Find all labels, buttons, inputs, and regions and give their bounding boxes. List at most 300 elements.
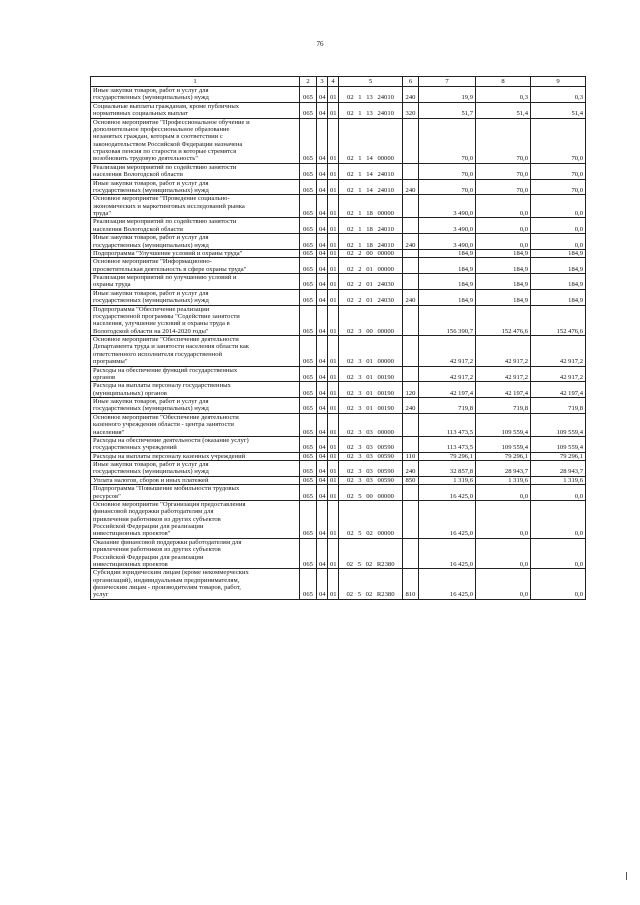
description-line: Российской Федерации для реализации [93,553,204,561]
ministry-code-cell: 065 [300,476,317,484]
description-line: Основное мероприятие "Профессиональное обучение и [93,118,250,126]
header-cell: 2 [300,77,317,87]
description-line: привлечения работников из других субъектов [93,546,221,554]
description-line: страховая пенсия по старости и которые стремятся [93,148,237,155]
row-description [91,218,300,234]
subsection-code-cell: 01 [328,163,339,179]
subsection-code-cell: 01 [328,476,339,484]
ministry-code-cell: 065 [300,452,317,460]
description-line: населения" [93,428,125,436]
amount-year3-cell: 79 296,1 [531,452,586,460]
description-line: Расходы на обеспечение деятельности (оказание услуг) [93,436,249,444]
section-code-cell: 04 [317,476,328,484]
amount-year2-cell: 0,0 [476,485,531,501]
subsection-code-cell: 01 [328,234,339,250]
table-row [91,274,586,290]
description-line: Основное мероприятие "Информационно- [93,258,212,266]
amount-year2-cell: 152 476,6 [476,305,531,336]
description-line: Департамента труда и занятости населения области как [93,343,249,351]
amount-year3-cell: 109 559,4 [531,413,586,436]
amount-year1-cell: 16 425,0 [419,538,476,569]
amount-year1-cell: 184,9 [419,289,476,305]
row-description [91,476,300,484]
section-code-cell: 04 [317,289,328,305]
subsection-code-cell: 01 [328,258,339,274]
description-line: Иные закупки товаров, работ и услуг для [93,398,209,405]
section-code-cell: 04 [317,218,328,234]
ministry-code-cell: 065 [300,382,317,398]
target-article-cell: 02 3 01 00190 [339,366,403,382]
description-line: Реализация мероприятий по содействию занятости [93,218,237,226]
row-description [91,258,300,274]
target-article-cell: 02 3 03 00590 [339,476,403,484]
header-cell: 8 [476,77,531,87]
expense-type-cell [403,218,419,234]
description-line: Реализация мероприятий по улучшению условий и [93,274,237,281]
amount-year2-cell: 70,0 [476,179,531,195]
description-line: ресурсов" [93,492,121,500]
description-line: дополнительное профессиональное образование [93,125,230,133]
expense-type-cell: 240 [403,179,419,195]
description-line: Расходы на выплаты персоналу казенных учреждений [93,452,246,460]
amount-year3-cell: 0,0 [531,485,586,501]
amount-year3-cell: 42 917,2 [531,366,586,382]
ministry-code-cell: 065 [300,336,317,367]
row-description [91,413,300,436]
description-line: Оказание финансовой поддержки работодателям для [93,538,242,546]
amount-year1-cell: 184,9 [419,274,476,290]
amount-year1-cell: 719,8 [419,398,476,414]
target-article-cell: 02 3 01 00190 [339,382,403,398]
section-code-cell: 04 [317,249,328,257]
row-description [91,366,300,382]
subsection-code-cell: 01 [328,398,339,414]
amount-year3-cell: 0,0 [531,218,586,234]
section-code-cell: 04 [317,569,328,600]
amount-year2-cell: 0,0 [476,195,531,218]
amount-year3-cell: 184,9 [531,258,586,274]
amount-year2-cell: 79 296,1 [476,452,531,460]
description-line: финансовой поддержки работодателям для [93,508,214,516]
amount-year3-cell: 109 559,4 [531,436,586,452]
description-line: инвестиционных проектов" [93,530,171,538]
ministry-code-cell: 065 [300,366,317,382]
amount-year2-cell: 70,0 [476,163,531,179]
amount-year2-cell: 0,0 [476,218,531,234]
expense-type-cell [403,163,419,179]
amount-year2-cell: 0,0 [476,234,531,250]
section-code-cell: 04 [317,366,328,382]
section-code-cell: 04 [317,305,328,336]
amount-year2-cell: 0,0 [476,538,531,569]
expense-type-cell [403,366,419,382]
description-line: Основное мероприятие "Обеспечение деятельности [93,413,239,421]
header-cell: 3 [317,77,328,87]
target-article-cell: 02 2 01 24030 [339,274,403,290]
expense-type-cell: 320 [403,102,419,118]
description-line: Иные закупки товаров, работ и услуг для [93,461,209,468]
table-row [91,102,586,118]
amount-year3-cell: 1 319,6 [531,476,586,484]
expense-type-cell [403,500,419,538]
amount-year1-cell: 3 490,0 [419,234,476,250]
header-cell: 5 [339,77,403,87]
amount-year1-cell: 70,0 [419,163,476,179]
row-description [91,461,300,477]
amount-year1-cell: 51,7 [419,102,476,118]
table-row [91,218,586,234]
description-line: услуг [93,591,109,599]
expense-type-cell [403,413,419,436]
amount-year3-cell: 0,0 [531,569,586,600]
ministry-code-cell: 065 [300,436,317,452]
description-line: органов [93,373,116,381]
ministry-code-cell: 065 [300,538,317,569]
row-description [91,249,300,257]
description-line: (муниципальных) органов [93,389,167,397]
description-line: Реализация мероприятий по содействию занятости [93,163,237,171]
amount-year2-cell: 1 319,6 [476,476,531,484]
amount-year1-cell: 42 917,2 [419,366,476,382]
ministry-code-cell: 065 [300,163,317,179]
description-line: Основное мероприятие "Обеспечение деятельности [93,336,239,343]
target-article-cell: 02 1 14 00000 [339,118,403,163]
subsection-code-cell: 01 [328,452,339,460]
section-code-cell: 04 [317,336,328,367]
table-row [91,249,586,257]
section-code-cell: 04 [317,274,328,290]
section-code-cell: 04 [317,87,328,103]
expense-type-cell: 850 [403,476,419,484]
subsection-code-cell: 01 [328,569,339,600]
subsection-code-cell: 01 [328,305,339,336]
amount-year2-cell: 184,9 [476,258,531,274]
ministry-code-cell: 065 [300,258,317,274]
table-row [91,336,586,367]
table-row [91,87,586,103]
ministry-code-cell: 065 [300,118,317,163]
section-code-cell: 04 [317,382,328,398]
expense-type-cell [403,118,419,163]
ministry-code-cell: 065 [300,234,317,250]
description-line: Иные закупки товаров, работ и услуг для [93,87,209,94]
target-article-cell: 02 1 14 24010 [339,163,403,179]
target-article-cell: 02 1 18 24010 [339,234,403,250]
section-code-cell: 04 [317,258,328,274]
subsection-code-cell: 01 [328,413,339,436]
row-description [91,569,300,600]
amount-year3-cell: 51,4 [531,102,586,118]
subsection-code-cell: 01 [328,179,339,195]
target-article-cell: 02 5 02 R2380 [339,569,403,600]
row-description [91,485,300,501]
amount-year3-cell: 70,0 [531,179,586,195]
subsection-code-cell: 01 [328,249,339,257]
table-row [91,118,586,163]
amount-year1-cell: 42 917,2 [419,336,476,367]
description-line: Подпрограмма "Повышение мобильности трудовых [93,485,240,493]
amount-year1-cell: 79 296,1 [419,452,476,460]
row-description [91,102,300,118]
section-code-cell: 04 [317,398,328,414]
table-row [91,500,586,538]
amount-year1-cell: 19,9 [419,87,476,103]
description-line: Основное мероприятие "Проведение социально- [93,195,230,203]
section-code-cell: 04 [317,179,328,195]
description-line: возобновить трудовую деятельность" [93,155,198,163]
description-line: Иные закупки товаров, работ и услуг для [93,179,209,187]
description-line: населения, улучшение условий и охраны труда в [93,320,230,328]
description-line: государственных (муниципальных) нужд [93,186,209,194]
target-article-cell: 02 3 03 00590 [339,461,403,477]
subsection-code-cell: 01 [328,436,339,452]
ministry-code-cell: 065 [300,398,317,414]
table-row [91,413,586,436]
amount-year1-cell: 16 425,0 [419,569,476,600]
description-line: Подпрограмма "Улучшение условий и охраны труда" [93,249,243,257]
expense-type-cell [403,305,419,336]
description-line: государственных (муниципальных) нужд [93,94,209,102]
description-line: организаций), индивидуальным предпринимателям, [93,576,240,584]
row-description [91,163,300,179]
subsection-code-cell: 01 [328,102,339,118]
row-description [91,436,300,452]
section-code-cell: 04 [317,234,328,250]
description-line: государственных (муниципальных) нужд [93,468,209,476]
amount-year2-cell: 42 917,2 [476,336,531,367]
description-line: Российской Федерации для реализации [93,523,204,530]
amount-year3-cell: 0,0 [531,538,586,569]
table-row [91,305,586,336]
description-line: Основное мероприятие "Организация предоставления [93,500,246,508]
section-code-cell: 04 [317,413,328,436]
amount-year3-cell: 0,3 [531,87,586,103]
header-cell: 1 [91,77,300,87]
description-line: незанятых граждан, которым в соответствии с [93,133,223,141]
ministry-code-cell: 065 [300,274,317,290]
target-article-cell: 02 1 18 00000 [339,195,403,218]
description-line: ответственного исполнителя государственной [93,350,223,358]
header-cell: 4 [328,77,339,87]
description-line: государственных учреждений [93,444,177,452]
target-article-cell: 02 3 03 00590 [339,452,403,460]
description-line: Расходы на выплаты персоналу государственных [93,382,231,390]
table-row [91,258,586,274]
amount-year1-cell: 16 425,0 [419,500,476,538]
description-line: Иные закупки товаров, работ и услуг для [93,234,209,242]
header-cell: 9 [531,77,586,87]
amount-year1-cell: 70,0 [419,179,476,195]
subsection-code-cell: 01 [328,538,339,569]
expense-type-cell: 240 [403,289,419,305]
amount-year1-cell: 3 490,0 [419,218,476,234]
description-line: Уплата налогов, сборов и иных платежей [93,476,209,484]
expense-type-cell [403,249,419,257]
amount-year3-cell: 70,0 [531,118,586,163]
table-row [91,179,586,195]
target-article-cell: 02 3 03 00000 [339,413,403,436]
amount-year3-cell: 70,0 [531,163,586,179]
amount-year3-cell: 0,0 [531,195,586,218]
subsection-code-cell: 01 [328,461,339,477]
expense-type-cell: 240 [403,398,419,414]
target-article-cell: 02 2 01 24030 [339,289,403,305]
row-description [91,87,300,103]
ministry-code-cell: 065 [300,87,317,103]
subsection-code-cell: 01 [328,366,339,382]
expense-type-cell [403,195,419,218]
description-line: Иные закупки товаров, работ и услуг для [93,289,209,297]
ministry-code-cell: 065 [300,485,317,501]
amount-year3-cell: 152 476,6 [531,305,586,336]
amount-year1-cell: 32 857,8 [419,461,476,477]
table-row [91,382,586,398]
section-code-cell: 04 [317,118,328,163]
description-line: населения Вологодской области [93,171,183,179]
description-line: государственных (муниципальных) нужд [93,405,209,413]
row-description [91,179,300,195]
amount-year3-cell: 0,0 [531,500,586,538]
amount-year2-cell: 28 943,7 [476,461,531,477]
expense-type-cell: 120 [403,382,419,398]
expense-type-cell [403,336,419,367]
amount-year3-cell: 719,8 [531,398,586,414]
subsection-code-cell: 01 [328,485,339,501]
expense-type-cell [403,485,419,501]
description-line: просветительская деятельность в сфере охраны труда" [93,265,247,273]
amount-year2-cell: 42 197,4 [476,382,531,398]
amount-year1-cell: 184,9 [419,258,476,274]
expense-type-cell: 240 [403,87,419,103]
description-line: охраны труда [93,281,131,289]
row-description [91,382,300,398]
target-article-cell: 02 1 13 24010 [339,87,403,103]
amount-year2-cell: 0,3 [476,87,531,103]
target-article-cell: 02 1 13 24010 [339,102,403,118]
amount-year2-cell: 184,9 [476,249,531,257]
table-row [91,289,586,305]
table-row [91,234,586,250]
subsection-code-cell: 01 [328,195,339,218]
table-row [91,485,586,501]
amount-year1-cell: 16 425,0 [419,485,476,501]
description-line: Вологодской области на 2014-2020 годы" [93,327,209,335]
section-code-cell: 04 [317,436,328,452]
amount-year2-cell: 109 559,4 [476,413,531,436]
table-row [91,163,586,179]
amount-year3-cell: 0,0 [531,234,586,250]
section-code-cell: 04 [317,163,328,179]
description-line: экономических и маркетинговых исследований рынка [93,202,245,210]
row-description [91,398,300,414]
description-line: Подпрограмма "Обеспечение реализации [93,305,210,313]
expense-type-cell [403,274,419,290]
row-description [91,336,300,367]
page-number: 76 [316,40,324,48]
amount-year2-cell: 42 917,2 [476,366,531,382]
subsection-code-cell: 01 [328,218,339,234]
table-row [91,461,586,477]
amount-year2-cell: 0,0 [476,569,531,600]
subsection-code-cell: 01 [328,500,339,538]
table-row [91,195,586,218]
ministry-code-cell: 065 [300,249,317,257]
target-article-cell: 02 1 14 24010 [339,179,403,195]
amount-year1-cell: 70,0 [419,118,476,163]
amount-year3-cell: 184,9 [531,274,586,290]
amount-year2-cell: 70,0 [476,118,531,163]
subsection-code-cell: 01 [328,118,339,163]
amount-year1-cell: 156 390,7 [419,305,476,336]
description-line: населения Вологодской области [93,225,183,233]
amount-year2-cell: 184,9 [476,289,531,305]
margin-mark [626,872,627,880]
subsection-code-cell: 01 [328,382,339,398]
header-cell: 6 [403,77,419,87]
row-description [91,305,300,336]
target-article-cell: 02 5 00 00000 [339,485,403,501]
section-code-cell: 04 [317,452,328,460]
expense-type-cell: 810 [403,569,419,600]
ministry-code-cell: 065 [300,179,317,195]
row-description [91,195,300,218]
ministry-code-cell: 065 [300,461,317,477]
amount-year3-cell: 42 197,4 [531,382,586,398]
description-line: Субсидии юридическим лицам (кроме некоммерческих [93,569,249,577]
amount-year2-cell: 0,0 [476,500,531,538]
subsection-code-cell: 01 [328,289,339,305]
target-article-cell: 02 2 00 00000 [339,249,403,257]
row-description [91,500,300,538]
row-description [91,538,300,569]
subsection-code-cell: 01 [328,87,339,103]
description-line: физическим лицам - производителям товаров, работ, [93,584,241,591]
description-line: программы" [93,358,128,366]
budget-table [90,76,586,600]
target-article-cell: 02 3 01 00190 [339,398,403,414]
row-description [91,234,300,250]
section-code-cell: 04 [317,195,328,218]
description-line: нормативных социальных выплат [93,110,188,118]
table-header-row [91,77,586,87]
target-article-cell: 02 1 18 24010 [339,218,403,234]
section-code-cell: 04 [317,500,328,538]
expense-type-cell: 110 [403,452,419,460]
target-article-cell: 02 3 03 00590 [339,436,403,452]
table-row [91,436,586,452]
ministry-code-cell: 065 [300,569,317,600]
ministry-code-cell: 065 [300,500,317,538]
amount-year1-cell: 3 490,0 [419,195,476,218]
amount-year3-cell: 28 943,7 [531,461,586,477]
amount-year1-cell: 42 197,4 [419,382,476,398]
target-article-cell: 02 5 02 R2380 [339,538,403,569]
amount-year1-cell: 184,9 [419,249,476,257]
table-row [91,538,586,569]
amount-year2-cell: 109 559,4 [476,436,531,452]
expense-type-cell [403,436,419,452]
header-cell: 7 [419,77,476,87]
row-description [91,289,300,305]
description-line: государственных (муниципальных) нужд [93,241,209,249]
amount-year1-cell: 113 473,5 [419,436,476,452]
section-code-cell: 04 [317,485,328,501]
ministry-code-cell: 065 [300,195,317,218]
description-line: государственной программы "Содействие занятости [93,312,240,320]
amount-year3-cell: 42 917,2 [531,336,586,367]
target-article-cell: 02 3 00 00000 [339,305,403,336]
target-article-cell: 02 2 01 00000 [339,258,403,274]
